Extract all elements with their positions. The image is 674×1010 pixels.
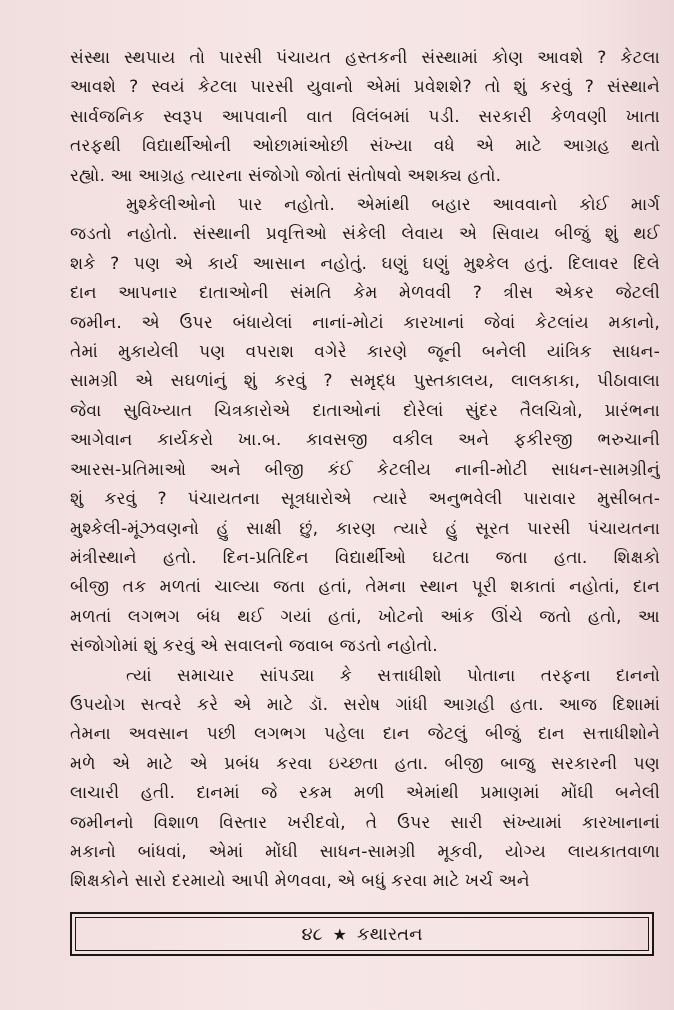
page-number: ૪૮ [301,923,323,945]
text-line: સંજોગોમાં શું કરવું એ સવાલનો જવાબ જડતો નહોતો. [70,636,438,657]
paragraph [70,662,660,897]
text-line: મળતાં લગભગ બંધ થઈ ગયાં હતાં, ખોટનો આંક ઊંચે જતો હતો, આ [70,606,660,627]
text-line: રહ્યો. આ આગ્રહ ત્યારના સંજોગો જોતાં સંતોષવો અશક્ય હતો. [70,165,502,186]
text-line: લાચારી હતી. દાનમાં જે રકમ મળી એમાંથી પ્રમાણમાં મોંઘી બનેલી [70,783,660,804]
star-icon: ★ [332,924,347,944]
text-line: ત્યાં સમાચાર સાંપડ્યા કે સત્તાધીશો પોતાના તરફના દાનનો [126,665,660,686]
text-line: દાન આપનાર દાતાઓની સંમતિ કેમ મેળવવી ? ત્રીસ એકર જેટલી [70,283,660,304]
text-line: તરફથી વિદ્યાર્થીઓની ઓછામાંઓછી સંખ્યા વધે એ માટે આગ્રહ થતો [70,136,660,157]
text-line: આગેવાન કાર્યકરો ખા.બ. કાવસજી વકીલ અને ફકીરજી ભરુચાની [70,430,660,451]
footer-content [72,914,652,954]
text-line: આવશે ? સ્વયં કેટલા પારસી યુવાનો એમાં પ્રવેશશે? તો શું કરવું ? સંસ્થાને [70,77,660,98]
text-line: તેમાં મુકાયેલી પણ વપરાશ વગેરે કારણે જૂની બનેલી યાંત્રિક સાધન- [70,342,660,363]
text-line: મુશ્કેલીઓનો પાર નહોતો. એમાંથી બહાર આવવાનો કોઈ માર્ગ [126,195,660,216]
text-line: આરસ-પ્રતિમાઓ અને બીજી કંઈ કેટલીય નાની-મોટી સાધન-સામગ્રીનું [70,459,660,480]
page-footer [70,912,654,956]
text-line: જડતો નહોતો. સંસ્થાની પ્રવૃત્તિઓ સંકેલી લેવાય એ સિવાય બીજું શું થઈ [70,224,660,245]
paragraph [70,44,660,191]
text-line: જમીન. એ ઉપર બંધાયેલાં નાનાં-મોટાં કારખાનાં જેવાં કેટલાંય મકાનો, [70,312,660,333]
text-line: શકે ? પણ એ કાર્ય આસાન નહોતું. ઘણું ઘણું મુશ્કેલ હતું. દિલાવર દિલે [70,253,660,274]
text-line: શું કરવું ? પંચાયતના સૂત્રધારોએ ત્યારે અનુભવેલી પારાવાર મુસીબત- [70,489,660,510]
text-line: બીજી તક મળતાં ચાલ્યા જતા હતાં, તેમના સ્થાન પૂરી શકાતાં નહોતાં, દાન [70,577,660,598]
text-line: મંત્રીસ્થાને હતો. દિન-પ્રતિદિન વિદ્યાર્થીઓ ઘટતા જતા હતા. શિક્ષકો [70,547,660,568]
paragraph [70,191,660,662]
text-line: ઉપયોગ સત્વરે કરે એ માટે ડૉ. સરોષ ગાંધી આગ્રહી હતા. આજ દિશામાં [70,694,660,715]
text-line: મળે એ માટે એ પ્રબંધ કરવા ઇચ્છતા હતા. બીજી બાજુ સરકારની પણ [70,753,660,774]
text-line: શિક્ષકોને સારો દરમાયો આપી મેળવવા, એ બધું કરવા માટે ખર્ચ અને [70,871,530,892]
text-line: તેમના અવસાન પછી લગભગ પહેલા દાન જેટલું બીજું દાન સત્તાધીશોને [70,724,660,745]
text-line: સંસ્થા સ્થપાય તો પારસી પંચાયત હસ્તકની સંસ્થામાં કોણ આવશે ? કેટલા [70,48,660,68]
text-line: જમીનનો વિશાળ વિસ્તાર ખરીદવો, તે ઉપર સારી સંખ્યામાં કારખાનાનાં [70,812,660,833]
text-line: જેવા સુવિખ્યાત ચિત્રકારોએ દાતાઓનાં દોરેલાં સુંદર તૈલચિત્રો, પ્રારંભના [70,400,660,421]
book-title: કથારતન [356,923,423,945]
text-line: સાર્વજનિક સ્વરૂપ આપવાની વાત વિલંબમાં પડી. સરકારી કેળવણી ખાતા [70,106,660,127]
text-line: સામગ્રી એ સઘળાંનું શું કરવું ? સમૃદ્ધ પુસ્તકાલય, લાલકાકા, પીઠાવાલા [70,371,660,392]
text-line: મુશ્કેલી-મૂંઝવણનો હું સાક્ષી છું, કારણ ત્યારે હું સૂરત પારસી પંચાયતના [70,518,660,539]
text-line: મકાનો બાંધવાં, એમાં મોંઘી સાધન-સામગ્રી મૂકવી, યોગ્ય લાયકાતવાળા [70,841,660,862]
page-body-text [70,44,660,897]
